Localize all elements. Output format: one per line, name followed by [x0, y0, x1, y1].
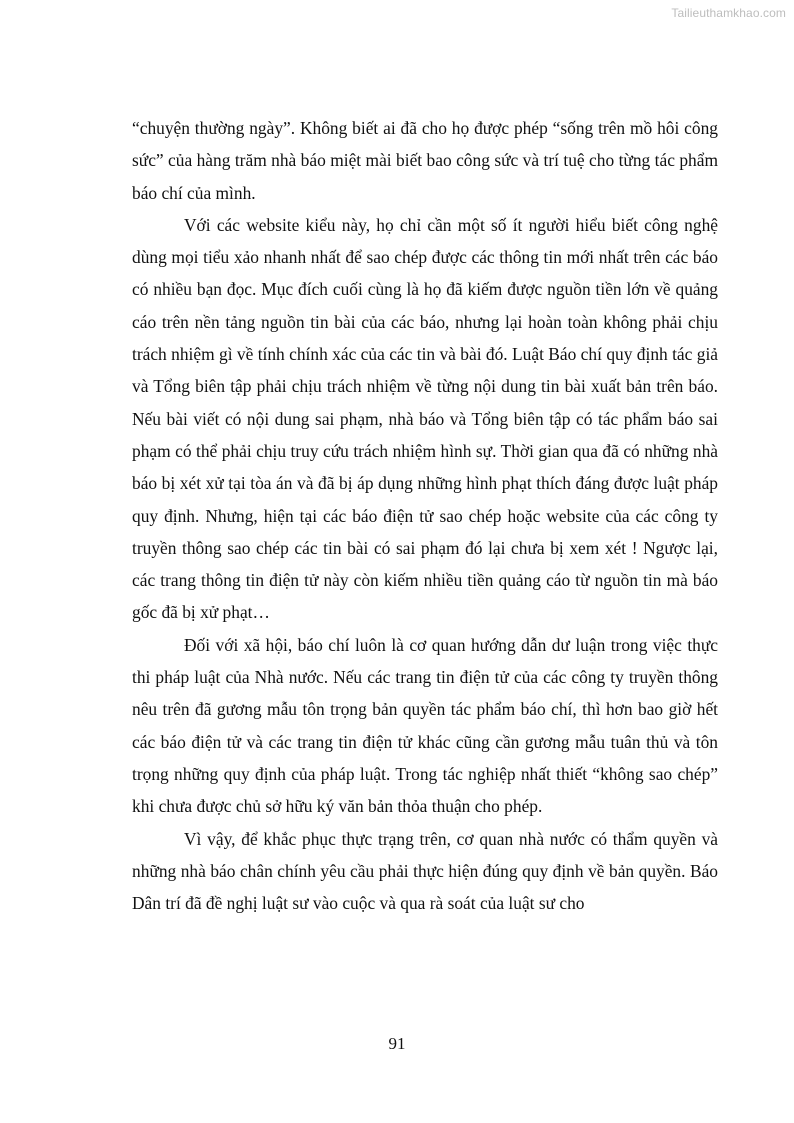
paragraph-websites: Với các website kiểu này, họ chỉ cần một số ít người hiểu biết công nghệ dùng mọi tiểu xảo nhanh nhất để sao chép được các thông tin mới nhất trên các báo có nhiều bạn đọc. Mục đích cuối cùng là họ đã kiếm được nguồn tiền lớn về quảng cáo trên nền tảng nguồn tin bài của các báo, nhưng lại hoàn toàn không phải chịu trách nhiệm gì về tính chính xác của các tin và bài đó. Luật Báo chí quy định tác giả và Tổng biên tập phải chịu trách nhiệm về từng nội dung tin bài xuất bản trên báo. Nếu bài viết có nội dung sai phạm, nhà báo và Tổng biên tập có tác phẩm báo sai phạm có thể phải chịu truy cứu trách nhiệm hình sự. Thời gian qua đã có những nhà báo bị xét xử tại tòa án và đã bị áp dụng những hình phạt thích đáng được luật pháp quy định. Nhưng, hiện tại các báo điện tử sao chép hoặc website của các công ty truyền thông sao chép các tin bài có sai phạm đó lại chưa bị xem xét ! Ngược lại, các trang thông tin điện tử này còn kiếm nhiều tiền quảng cáo từ nguồn tin mà báo gốc đã bị xử phạt… — [132, 214, 718, 623]
page-number: 91 — [388, 1034, 406, 1053]
paragraph-society: Đối với xã hội, báo chí luôn là cơ quan hướng dẫn dư luận trong việc thực thi pháp luật của Nhà nước. Nếu các trang tin điện tử của các công ty truyền thông nêu trên đã gương mẫu tôn trọng bản quyền tác phẩm báo chí, thì hơn bao giờ hết các báo điện tử và các trang tin điện tử khác cũng cần gương mẫu tuân thủ và tôn trọng những quy định của pháp luật. Trong tác nghiệp nhất thiết “không sao chép” khi chưa được chủ sở hữu ký văn bản thỏa thuận cho phép. — [132, 634, 718, 817]
paragraph-continuation: “chuyện thường ngày”. Không biết ai đã cho họ được phép “sống trên mồ hôi công sức” của hàng trăm nhà báo miệt mài biết bao công sức và trí tuệ cho từng tác phẩm báo chí của mình. — [132, 118, 718, 203]
document-body — [132, 112, 718, 919]
paragraph-conclusion: Vì vậy, để khắc phục thực trạng trên, cơ quan nhà nước có thẩm quyền và những nhà báo chân chính yêu cầu phải thực hiện đúng quy định về bản quyền. Báo Dân trí đã đề nghị luật sư vào cuộc và qua rà soát của luật sư cho — [132, 828, 718, 914]
watermark-text: Tailieuthamkhao.com — [671, 6, 786, 20]
